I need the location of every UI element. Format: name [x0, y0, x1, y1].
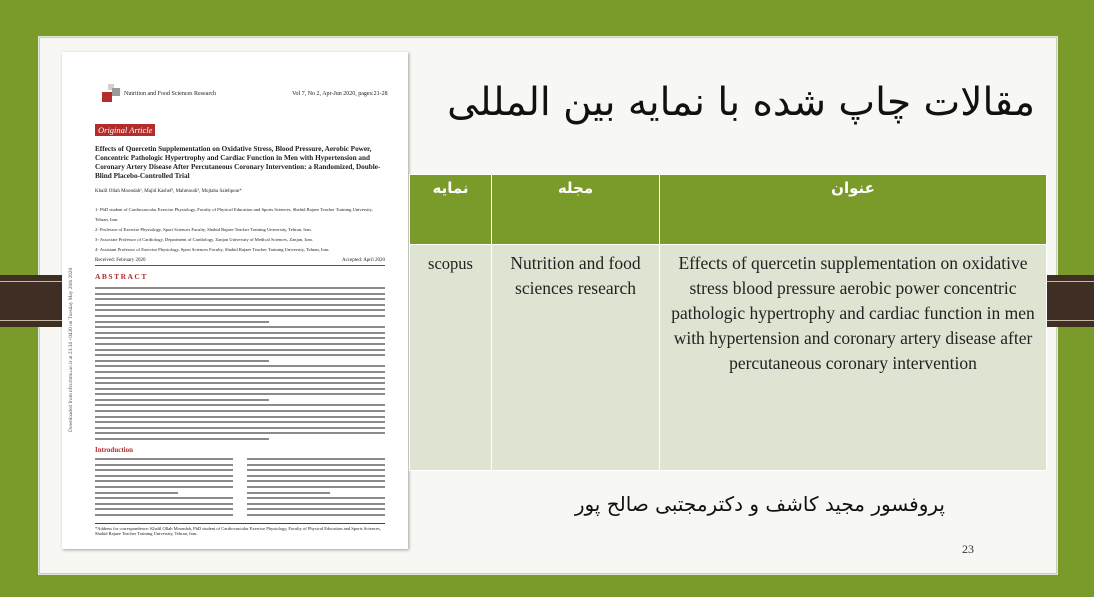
paper-affiliation: 1- PhD student of Cardiovascular Exercise Physiology, Faculty of Physical Education and Sports Sciences, Shahid Rajaee Teacher Training University, Tehran, Iran. — [95, 207, 373, 222]
page-number: 23 — [962, 542, 974, 556]
paper-text-line — [247, 514, 385, 516]
table-header-row — [410, 175, 1047, 245]
paper-affiliation: 4- Assistant Professor of Exercise Physiology, Sport Sciences Faculty, Shahid Rajaee Teacher Training University, Tehran, Iran. — [95, 247, 330, 252]
paper-text-line — [247, 480, 385, 482]
paper-text-line — [95, 438, 269, 440]
paper-received: Received: February 2020 — [95, 258, 146, 263]
journal-logo-shape — [102, 92, 112, 102]
paper-affiliations — [95, 205, 385, 255]
paper-text-line — [95, 497, 233, 499]
paper-text-line — [95, 326, 385, 328]
paper-text-line — [95, 365, 385, 367]
decorative-band-left — [0, 275, 63, 327]
paper-text-line — [95, 492, 178, 494]
paper-dates — [95, 258, 385, 266]
paper-text-line — [247, 475, 385, 477]
paper-text-line — [247, 497, 385, 499]
paper-text-line — [95, 332, 385, 334]
paper-text-line — [95, 421, 385, 423]
paper-text-line — [95, 469, 233, 471]
paper-text-line — [95, 382, 385, 384]
paper-text-line — [95, 486, 233, 488]
cell-journal: Nutrition and food sciences research — [492, 245, 660, 471]
cell-title: Effects of quercetin supplementation on oxidative stress blood pressure aerobic power concentric pathologic hypertrophy and cardiac function in men with hypertension and coronary artery disease after percutaneous coronary intervention — [660, 245, 1047, 471]
paper-text-line — [95, 399, 269, 401]
paper-body-column-left — [95, 458, 233, 520]
paper-text-line — [95, 388, 385, 390]
articles-table — [409, 174, 1047, 471]
paper-text-line — [95, 315, 385, 317]
paper-text-line — [95, 309, 385, 311]
paper-text-line — [95, 475, 233, 477]
paper-text-line — [247, 458, 385, 460]
paper-text-line — [95, 354, 385, 356]
paper-text-line — [95, 458, 233, 460]
journal-logo-shape — [112, 88, 120, 96]
table-row — [410, 245, 1047, 471]
paper-text-line — [95, 304, 385, 306]
paper-text-line — [95, 427, 385, 429]
paper-journal-name: Nutrition and Food Sciences Research — [124, 91, 216, 97]
paper-text-line — [247, 508, 385, 510]
paper-body-column-right — [247, 458, 385, 520]
paper-text-line — [95, 432, 385, 434]
paper-text-line — [95, 287, 385, 289]
paper-text-line — [95, 410, 385, 412]
paper-text-line — [95, 393, 385, 395]
paper-text-line — [247, 486, 385, 488]
paper-correspondence: *Address for correspondence: Khalil Ollah Moondah, PhD student of Cardiovascular Exercise Physiology, Faculty of Physical Education and Sports Sciences, Shahid Rajaee Teacher Training University, Tehran, Iran. — [95, 523, 385, 536]
paper-introduction-heading: Introduction — [95, 446, 133, 454]
paper-title: Effects of Quercetin Supplementation on Oxidative Stress, Blood Pressure, Aerobic Power, Concentric Pathologic Hypertrophy and Cardiac Function in Men with Hypertension and Coronary Artery Disease After Percutaneous Coronary Intervention: a Randomized, Double-Blind Placebo-Controlled Trial — [95, 145, 381, 180]
paper-text-line — [95, 298, 385, 300]
paper-text-line — [95, 343, 385, 345]
header-index: نمایه — [410, 175, 492, 245]
paper-article-badge: Original Article — [95, 124, 155, 136]
slide-authors: پروفسور مجید کاشف و دکترمجتبی صالح پور — [574, 492, 945, 516]
paper-thumbnail — [62, 52, 408, 549]
paper-text-line — [95, 349, 385, 351]
paper-side-note: Downloaded from nfsr.sbmu.ac.ir at 23:34 +0430 on Tuesday May 26th 2020 — [68, 267, 74, 432]
paper-text-line — [95, 321, 269, 323]
paper-affiliation: 2- Professor of Exercise Physiology, Sport Sciences Faculty, Shahid Rajaee Teacher Training University, Tehran, Iran. — [95, 227, 312, 232]
paper-text-line — [95, 371, 385, 373]
paper-text-line — [95, 508, 233, 510]
slide-title: مقالات چاپ شده با نمایه بین المللی — [447, 80, 1035, 125]
paper-text-line — [95, 360, 269, 362]
paper-abstract-heading: ABSTRACT — [95, 272, 148, 281]
paper-accepted: Accepted: April 2020 — [341, 258, 385, 263]
paper-authors: Khalil Ollah Moondah¹, Majid Kashef², Mahmoudi³, Mojtaba Salehpour⁴ — [95, 189, 242, 194]
paper-text-line — [95, 416, 385, 418]
header-journal: مجله — [492, 175, 660, 245]
paper-text-line — [95, 377, 385, 379]
paper-text-line — [247, 469, 385, 471]
paper-text-line — [247, 503, 385, 505]
paper-volume: Vol 7, No 2, Apr-Jun 2020, pages:21-28 — [292, 91, 388, 97]
paper-text-line — [95, 503, 233, 505]
paper-text-line — [95, 293, 385, 295]
paper-abstract-text — [95, 287, 385, 444]
paper-text-line — [95, 337, 385, 339]
paper-text-line — [95, 464, 233, 466]
cell-index: scopus — [410, 245, 492, 471]
paper-affiliation: 3- Associate Professor of Cardiology, Department of Cardiology, Zanjan University of Medical Sciences, Zanjan, Iran. — [95, 237, 313, 242]
paper-text-line — [247, 492, 330, 494]
paper-text-line — [95, 514, 233, 516]
paper-text-line — [95, 480, 233, 482]
paper-text-line — [247, 464, 385, 466]
paper-text-line — [95, 404, 385, 406]
header-title: عنوان — [660, 175, 1047, 245]
